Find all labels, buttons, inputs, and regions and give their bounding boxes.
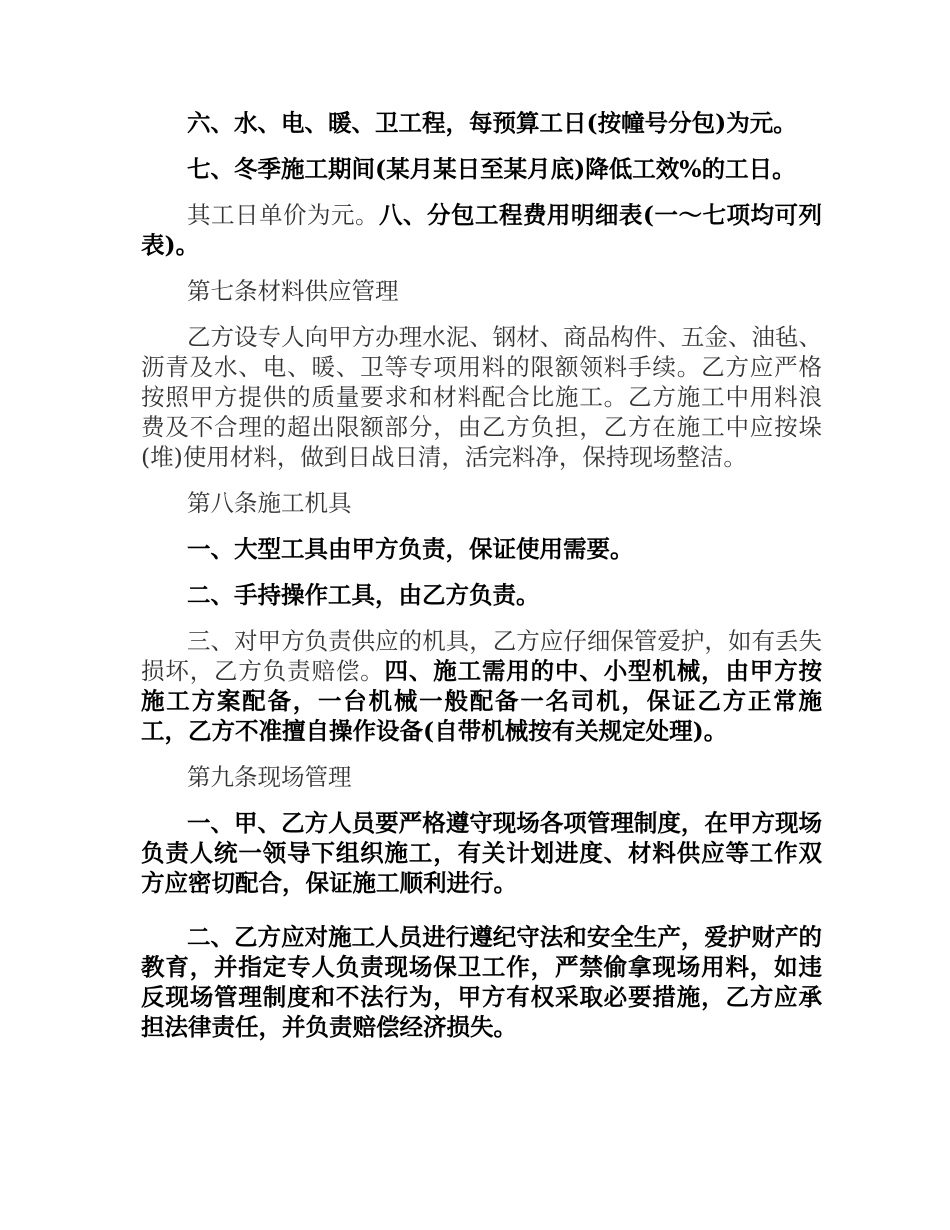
section-heading-article-8 [141,488,822,518]
paragraph-text: 乙方设专人向甲方办理水泥、钢材、商品构件、五金、油毡、沥青及水、电、暖、卫等专项用料的限额领料手续。乙方应严格按照甲方提供的质量要求和材料配合比施工。乙方施工中用料浪费及不合理的超出限额部分，由乙方负担，乙方在施工中应按垛(堆)使用材料，做到日战日清，活完料净，保持现场整洁。 [141,323,822,471]
section-heading-article-7 [141,276,822,306]
section-heading-article-9 [141,762,822,792]
heading-text: 第八条施工机具 [187,489,352,517]
paragraph-text: 二、乙方应对施工人员进行遵纪守法和安全生产，爱护财产的教育，并指定专人负责现场保卫工作，严禁偷拿现场用料，如违反现场管理制度和不法行为，甲方有权采取必要措施，乙方应承担法律责任，并负责赔偿经济损失。 [141,923,822,1041]
paragraph-workday-price [141,200,822,260]
paragraph-text: 其工日单价为元。 [187,201,379,229]
paragraph-text: 三、对甲方负责供应的机具，乙方应仔细保管爱护，如有丢失损坏，乙方负责赔偿。 [141,627,822,685]
paragraph-text: 一、甲、乙方人员要严格遵守现场各项管理制度，在甲方现场负责人统一领导下组织施工，有关计划进度、材料供应等工作双方应密切配合，保证施工顺利进行。 [141,809,822,897]
paragraph-material-management [141,322,822,472]
paragraph-site-rules [141,808,822,898]
paragraph-text: 六、水、电、暖、卫工程，每预算工日(按幢号分包)为元。 [187,109,797,137]
paragraph-text-bold: 四、施工需用的中、小型机械，由甲方按施工方案配备，一台机械一般配备一名司机，保证乙方正常施工，乙方不准擅自操作设备(自带机械按有关规定处理)。 [141,657,823,745]
paragraph-handheld-tools [141,580,822,610]
paragraph-text-bold: 八、分包工程费用明细表(一～七项均可列表)。 [141,201,823,259]
paragraph-item-7 [141,154,822,184]
paragraph-text: 一、大型工具由甲方负责，保证使用需要。 [187,535,634,563]
heading-text: 第九条现场管理 [187,763,352,791]
paragraph-item-6 [141,108,822,138]
paragraph-text: 二、手持操作工具，由乙方负责。 [187,581,540,609]
paragraph-text: 七、冬季施工期间(某月某日至某月底)降低工效%的工日。 [187,155,796,183]
paragraph-large-tools [141,534,822,564]
heading-text: 第七条材料供应管理 [187,277,399,305]
paragraph-safety-education [141,922,822,1042]
paragraph-machinery [141,626,822,746]
